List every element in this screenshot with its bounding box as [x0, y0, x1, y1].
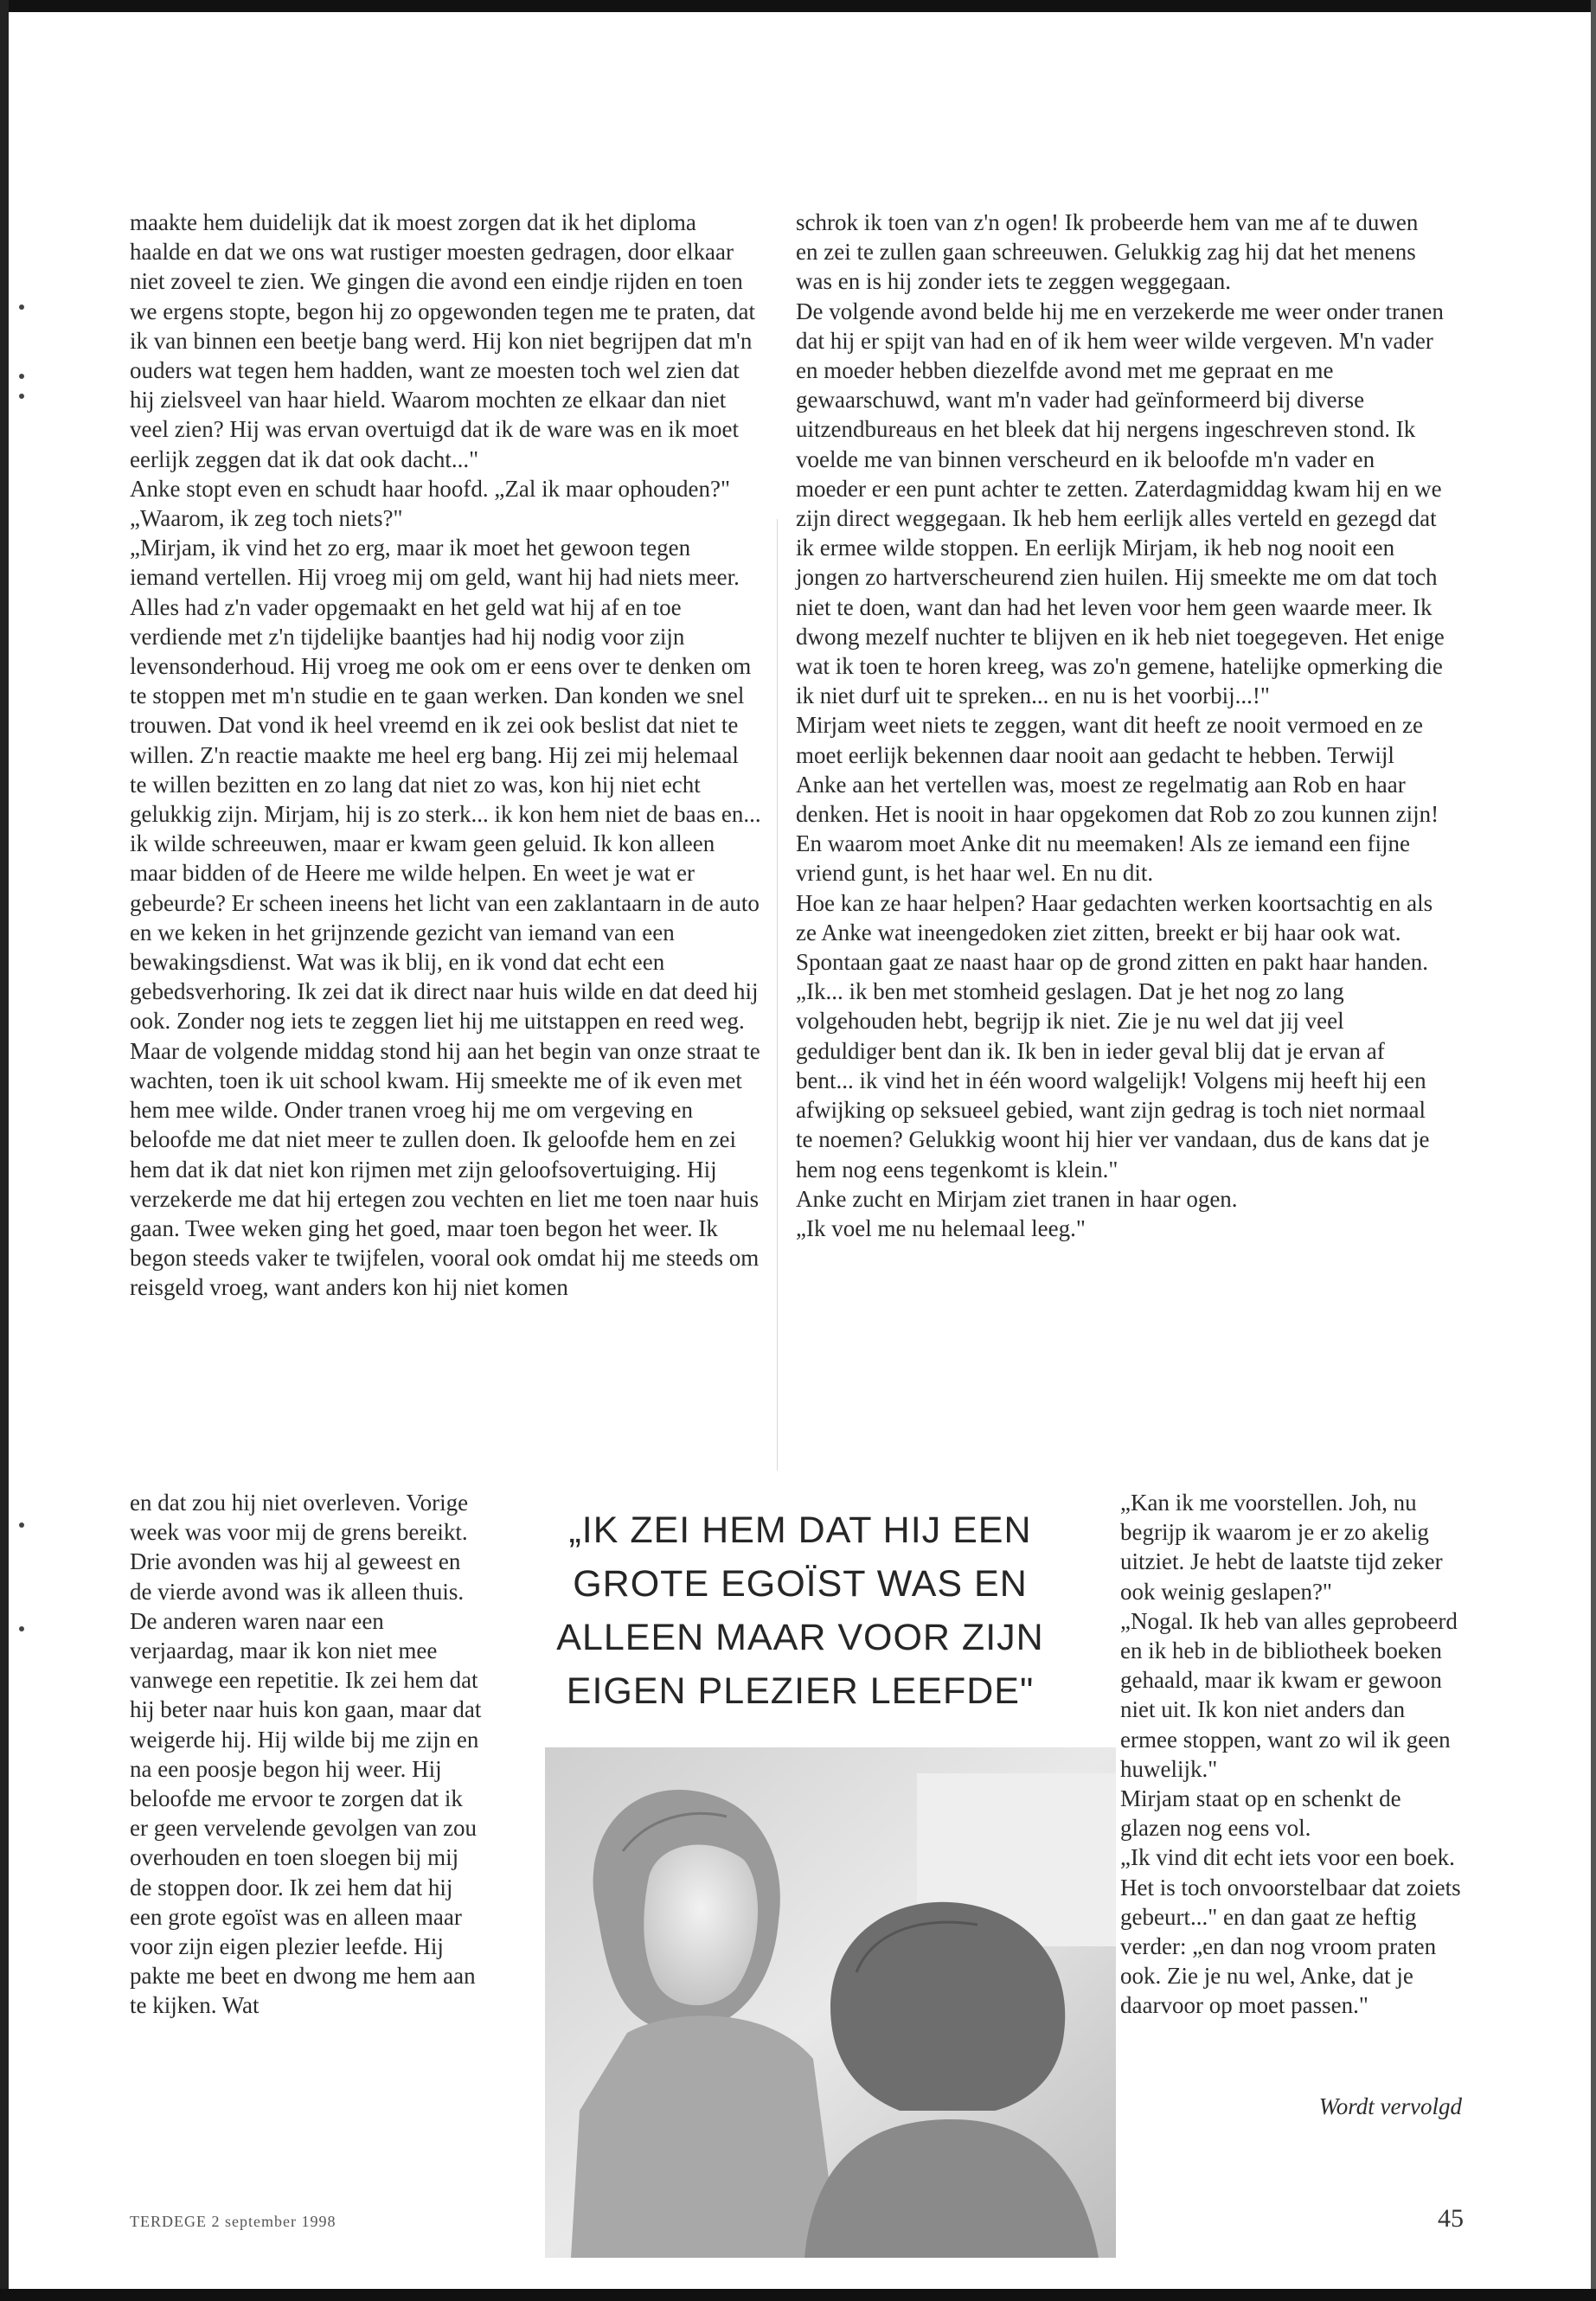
pull-quote-line: GROTE EGOÏST WAS EN — [573, 1563, 1028, 1605]
paragraph: „Kan ik me voorstellen. Joh, nu begrijp ik waarom je er zo akelig uitziet. Je hebt de laatste tijd zeker ook weinig geslapen?" — [1120, 1490, 1443, 1605]
paragraph: Mirjam weet niets te zeggen, want dit heeft ze nooit vermoed en ze moet eerlijk bekennen daar nooit aan gedacht te hebben. Terwijl Anke aan het vertellen was, moest ze regelmatig aan Rob en haar denken. Het is nooit in haar opgekomen dat Rob zo zou kunnen zijn! En waarom moet Anke dit nu meemaken! Als ze iemand een fijne vriend gunt, is het haar wel. En nu dit. — [796, 712, 1439, 887]
pull-quote-line: „IK ZEI HEM DAT HIJ EEN — [568, 1509, 1032, 1551]
continued-note: Wordt vervolgd — [1318, 2093, 1462, 2119]
scan-edge-top — [0, 0, 1596, 12]
pencil-illustration-two-women — [545, 1747, 1116, 2258]
face-left-woman — [644, 1845, 758, 2006]
paragraph: „Ik vind dit echt iets voor een boek. Het is toch onvoorstelbaar dat zoiets gebeurt..." en dan gaat ze heftig verder: „en dan nog vroom praten ook. Zie je nu wel, Anke, dat je daarvoor op moet passen." — [1120, 1844, 1461, 2019]
paragraph: De volgende avond belde hij me en verzekerde me weer onder tranen dat hij er spijt van had en of ik hem weer wilde vergeven. M'n vader en moeder hebben diezelfde avond met me gepraat en me gewaarschuwd, want m'n vader had geïnformeerd bij diverse uitzendbureaus en het bleek dat hij nergens ingeschreven stond. Ik voelde me van binnen verscheurd en ik beloofde m'n vader en moeder er een punt achter te zetten. Zaterdagmiddag kwam hij en we zijn direct weggegaan. Ik heb hem eerlijk alles verteld en gezegd dat ik ermee wilde stoppen. En eerlijk Mirjam, ik heb nog nooit een jongen zo hartverscheurend zien huilen. Hij smeekte me om dat toch niet te doen, want dan had het leven voor hem geen waarde meer. Ik dwong mezelf nuchter te blijven en ik heb niet toegegeven. Het enige wat ik toen te horen kreeg, was zo'n gemene, hatelijke opmerking die ik niet durf uit te spreken... en nu is het voorbij...!" — [796, 298, 1445, 709]
scan-edge-left — [0, 0, 9, 2301]
paragraph: maakte hem duidelijk dat ik moest zorgen dat ik het diploma haalde en dat we ons wat rustiger moesten gedragen, door elkaar niet zoveel te zien. We gingen die avond een eindje rijden en toen we ergens stopte, begon hij zo opgewonden tegen me te praten, dat ik van binnen een beetje bang werd. Hij kon niet begrijpen dat m'n ouders wat tegen hem hadden, want ze moesten toch wel zien dat hij zielsveel van haar hield. Waarom mochten ze elkaar dan niet veel zien? Hij was ervan overtuigd dat ik de ware was en ik moet eerlijk zeggen dat ik dat ook dacht..." — [130, 209, 756, 472]
pull-quote — [489, 1503, 1112, 1718]
scan-edge-bottom — [0, 2289, 1596, 2301]
scan-edge-right — [1591, 0, 1596, 2301]
left-column — [130, 208, 761, 1303]
paragraph: Mirjam staat op en schenkt de glazen nog eens vol. — [1120, 1785, 1401, 1842]
pull-quote-line: EIGEN PLEZIER LEEFDE" — [566, 1670, 1035, 1712]
paragraph: „Waarom, ik zeg toch niets?" — [130, 505, 403, 532]
pull-quote-line: ALLEEN MAAR VOOR ZIJN — [556, 1617, 1044, 1658]
page-number: 45 — [1438, 2204, 1464, 2233]
paragraph: schrok ik toen van z'n ogen! Ik probeerde hem van me af te duwen en zei te zullen gaan schreeuwen. Gelukkig zag hij dat het menens was en is hij zonder iets te zeggen weggegaan. — [796, 209, 1419, 295]
paragraph: Anke stopt even en schudt haar hoofd. „Zal ik maar ophouden?" — [130, 475, 731, 502]
margin-mark — [19, 394, 24, 399]
margin-mark — [19, 1626, 24, 1631]
margin-mark — [19, 1522, 24, 1528]
right-column-narrow — [1120, 1488, 1466, 2021]
paragraph: Anke zucht en Mirjam ziet tranen in haar ogen. — [796, 1185, 1238, 1212]
paragraph: „Nogal. Ik heb van alles geprobeerd en ik heb in de bibliotheek boeken gehaald, maar ik kwam er gewoon niet uit. Ik kon niet anders dan ermee stoppen, want zo wil ik geen huwelijk." — [1120, 1607, 1458, 1782]
left-column-narrow — [130, 1488, 484, 2021]
margin-mark — [19, 304, 24, 310]
paragraph: en dat zou hij niet overleven. Vorige week was voor mij de grens bereikt. Drie avonden was hij al geweest en de vierde avond was ik alleen thuis. De anderen waren naar een verjaardag, maar ik kon niet mee vanwege een repetitie. Ik zei hem dat hij beter naar huis kon gaan, maar dat weigerde hij. Hij wilde bij me zijn en na een poosje begon hij weer. Hij beloofde me ervoor te zorgen dat ik er geen vervelende gevolgen van zou overhouden en toen sloegen bij mij de stoppen door. Ik zei hem dat hij een grote egoïst was en alleen maar voor zijn eigen plezier leefde. Hij pakte me beet en dwong me hem aan te kijken. Wat — [130, 1490, 482, 2019]
paragraph: „Mirjam, ik vind het zo erg, maar ik moet het gewoon tegen iemand vertellen. Hij vroeg mij om geld, want hij had niets meer. Alles had z'n vader opgemaakt en het geld wat hij af en toe verdiende met z'n tijdelijke baantjes had hij nodig voor zijn levensonderhoud. Hij vroeg me ook om er eens over te denken om te stoppen met m'n studie en te gaan werken. Dan konden we snel trouwen. Dat vond ik heel vreemd en ik zei ook beslist dat niet te willen. Z'n reactie maakte me heel erg bang. Hij zei mij helemaal te willen bezitten en zo lang dat niet zo was, kon hij niet echt gelukkig zijn. Mirjam, hij is zo sterk... ik kon hem niet de baas en... ik wilde schreeuwen, maar er kwam geen geluid. Ik kon alleen maar bidden of de Heere me wilde helpen. En weet je wat er gebeurde? Er scheen ineens het licht van een zaklantaarn in de auto en we keken in het grijnzende gezicht van iemand van een bewakingsdienst. Wat was ik blij, en ik vond dat echt een gebedsverhoring. Ik zei dat ik direct naar huis wilde en dat deed hij ook. Zonder nog iets te zeggen liet hij me uitstappen en reed weg. Maar de volgende middag stond hij aan het begin van onze straat te wachten, toen ik uit school kwam. Hij smeekte me of ik even met hem mee wilde. Onder tranen vroeg hij me om vergeving en beloofde me dat niet meer te zullen doen. Ik geloofde hem en zei hem dat ik dat niet kon rijmen met zijn geloofsovertuiging. Hij verzekerde me dat hij ertegen zou vechten en liet me toen naar huis gaan. Twee weken ging het goed, maar toen begon het weer. Ik begon steeds vaker te twijfelen, vooral ook omdat hij me steeds om reisgeld vroeg, want anders kon hij niet komen — [130, 535, 761, 1301]
paragraph: „Ik... ik ben met stomheid geslagen. Dat je het nog zo lang volgehouden hebt, begrijp ik niet. Zie je nu wel dat jij veel geduldiger bent dan ik. Ik ben in ieder geval blij dat je ervan af bent... ik vind het in één woord walgelijk! Volgens mij heeft hij een afwijking op seksueel gebied, want zijn gedrag is toch niet normaal te noemen? Gelukkig woont hij hier ver vandaan, dus de kans dat je hem nog eens tegenkomt is klein." — [796, 978, 1430, 1183]
hair-right-woman — [830, 1902, 1065, 2111]
paragraph: „Ik voel me nu helemaal leeg." — [796, 1215, 1086, 1241]
paragraph: Hoe kan ze haar helpen? Haar gedachten werken koortsachtig en als ze Anke wat ineengedoken ziet zitten, breekt er bij haar ook wat. Spontaan gaat ze naast haar op de grond zitten en pakt haar handen. — [796, 889, 1433, 976]
margin-mark — [19, 374, 24, 379]
column-divider — [777, 519, 778, 1471]
publication-footer: TERDEGE 2 september 1998 — [130, 2213, 337, 2230]
right-column — [796, 208, 1445, 1243]
